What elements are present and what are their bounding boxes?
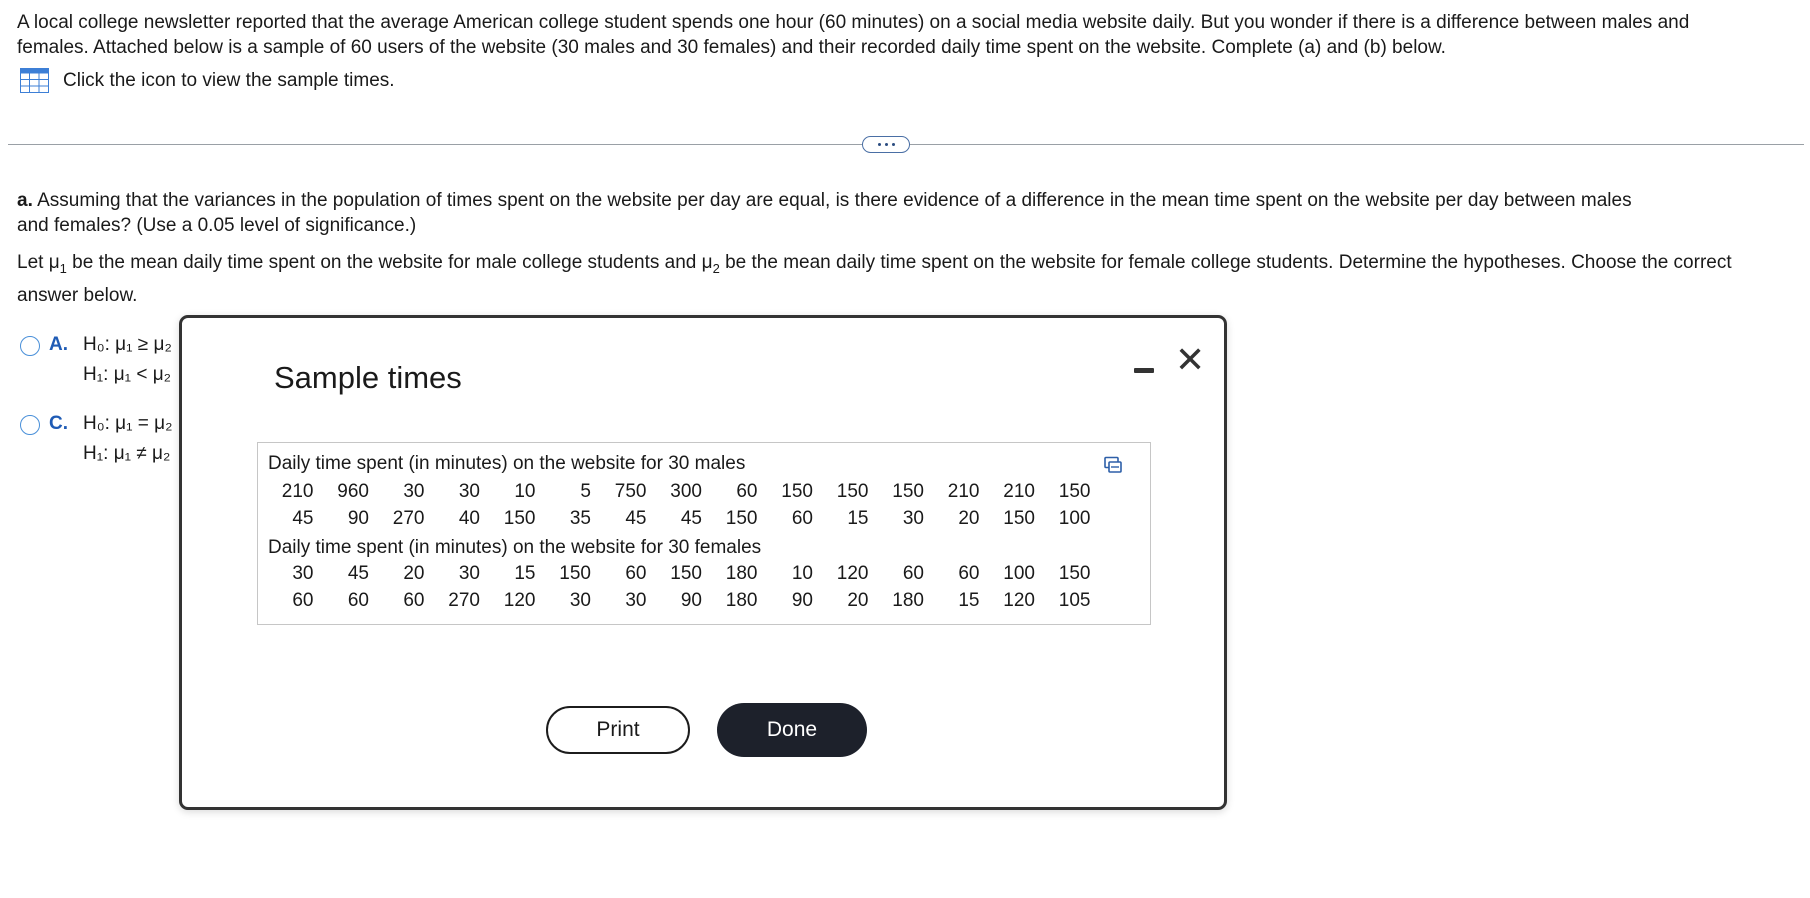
minimize-icon[interactable] (1132, 356, 1156, 380)
data-cell: 90 (347, 508, 369, 529)
data-cell: 30 (625, 590, 647, 611)
males-heading: Daily time spent (in minutes) on the website for 30 males (268, 453, 746, 474)
data-cell: 150 (503, 508, 536, 529)
data-cell: 60 (292, 590, 314, 611)
data-cell: 150 (781, 481, 813, 502)
data-cell: 960 (337, 481, 369, 502)
data-cell: 120 (503, 590, 536, 611)
mu-subscript-1: 1 (59, 261, 67, 276)
males-row-2 (258, 508, 1091, 530)
data-cell: 180 (892, 590, 924, 611)
data-cell: 60 (791, 508, 813, 529)
data-cell: 150 (670, 563, 702, 584)
print-button[interactable]: Print (546, 706, 690, 754)
data-cell: 180 (725, 590, 758, 611)
dot-icon (885, 143, 888, 146)
data-cell: 30 (403, 481, 425, 502)
part-label: a. (17, 190, 33, 211)
data-cell: 30 (569, 590, 591, 611)
data-cell: 15 (514, 563, 536, 584)
question-text-1: Assuming that the variances in the population of times spent on the website per day are equal, is there evidence of a difference in the mean time spent on the website per day between males (32, 190, 1632, 211)
expand-more-button[interactable] (862, 136, 910, 153)
data-cell: 30 (292, 563, 314, 584)
let-text-2: be the mean daily time spent on the website for male college students and μ (66, 252, 713, 273)
dot-icon (878, 143, 881, 146)
hypotheses-instructions (17, 246, 1797, 312)
females-heading: Daily time spent (in minutes) on the website for 30 females (268, 537, 762, 558)
data-cell: 15 (958, 590, 980, 611)
view-sample-times-text[interactable]: Click the icon to view the sample times. (63, 69, 395, 91)
data-cell: 45 (292, 508, 314, 529)
data-cell: 60 (403, 590, 425, 611)
data-cell: 300 (670, 481, 702, 502)
data-cell: 20 (847, 590, 869, 611)
option-a-h1: H₁: μ₁ < μ₂ (83, 364, 172, 385)
data-cell: 20 (958, 508, 980, 529)
option-c-h0: H₀: μ₁ = μ₂ (83, 413, 173, 434)
data-cell: 270 (448, 590, 480, 611)
data-cell: 60 (736, 481, 758, 502)
data-cell: 60 (625, 563, 647, 584)
data-cell: 210 (947, 481, 980, 502)
data-cell: 210 (1003, 481, 1035, 502)
view-sample-times-link[interactable] (20, 68, 395, 93)
sample-data-table (257, 442, 1151, 625)
data-cell: 100 (1058, 508, 1091, 529)
data-cell: 5 (580, 481, 591, 502)
data-cell: 40 (458, 508, 480, 529)
let-text-3: be the mean daily time spent on the website for female college students. Determine the hypotheses. Choose the correct (719, 252, 1732, 273)
females-row-2 (258, 590, 1091, 612)
data-cell: 210 (281, 481, 314, 502)
option-c-h1: H₁: μ₁ ≠ μ₂ (83, 443, 171, 464)
data-cell: 60 (347, 590, 369, 611)
dot-icon (892, 143, 895, 146)
let-line-1 (17, 246, 1797, 279)
data-cell: 150 (1003, 508, 1035, 529)
data-cell: 60 (958, 563, 980, 584)
intro-line-1: A local college newsletter reported that the average American college student spends one hour (60 minutes) on a social media website daily. But you wonder if there is a difference between males and (17, 12, 1690, 33)
let-line-2: answer below. (17, 285, 138, 306)
data-cell: 100 (1003, 563, 1035, 584)
close-icon[interactable]: ✕ (1175, 339, 1206, 380)
option-c-letter: C. (49, 413, 68, 434)
problem-intro (17, 10, 1787, 60)
data-cell: 120 (1003, 590, 1035, 611)
question-line-2: and females? (Use a 0.05 level of significance.) (17, 215, 417, 236)
data-cell: 10 (514, 481, 536, 502)
option-c-radio[interactable] (20, 415, 40, 435)
question-part-a (17, 188, 1757, 238)
option-a-h0: H₀: μ₁ ≥ μ₂ (83, 334, 172, 355)
data-cell: 20 (403, 563, 425, 584)
data-cell: 150 (836, 481, 869, 502)
data-cell: 60 (902, 563, 924, 584)
data-cell: 45 (680, 508, 702, 529)
option-a-radio[interactable] (20, 336, 40, 356)
data-cell: 150 (1058, 481, 1091, 502)
data-cell: 90 (791, 590, 813, 611)
data-cell: 180 (725, 563, 758, 584)
data-cell: 30 (458, 481, 480, 502)
data-cell: 150 (892, 481, 924, 502)
data-cell: 15 (847, 508, 869, 529)
females-row-1 (258, 563, 1091, 585)
data-cell: 30 (458, 563, 480, 584)
data-cell: 45 (347, 563, 369, 584)
data-cell: 750 (614, 481, 647, 502)
sample-times-dialog (179, 315, 1227, 810)
data-cell: 90 (680, 590, 702, 611)
mu-subscript-2: 2 (712, 261, 720, 276)
intro-line-2: females. Attached below is a sample of 60 users of the website (30 males and 30 females) and their recorded daily time spent on the website. Complete (a) and (b) below. (17, 37, 1446, 58)
option-a-letter: A. (49, 334, 68, 355)
data-cell: 150 (559, 563, 591, 584)
done-button[interactable]: Done (717, 703, 867, 757)
data-cell: 270 (392, 508, 425, 529)
data-cell: 45 (625, 508, 647, 529)
question-line-1 (17, 188, 1757, 213)
data-cell: 10 (791, 563, 813, 584)
copy-icon[interactable] (1103, 456, 1123, 474)
males-row-1 (258, 481, 1091, 503)
data-cell: 150 (1058, 563, 1091, 584)
dialog-title: Sample times (274, 360, 462, 395)
data-cell: 35 (569, 508, 591, 529)
data-cell: 120 (836, 563, 869, 584)
data-cell: 105 (1058, 590, 1091, 611)
data-cell: 30 (902, 508, 924, 529)
table-icon[interactable] (20, 68, 49, 93)
data-cell: 150 (725, 508, 758, 529)
let-text-1: Let μ (17, 252, 60, 273)
